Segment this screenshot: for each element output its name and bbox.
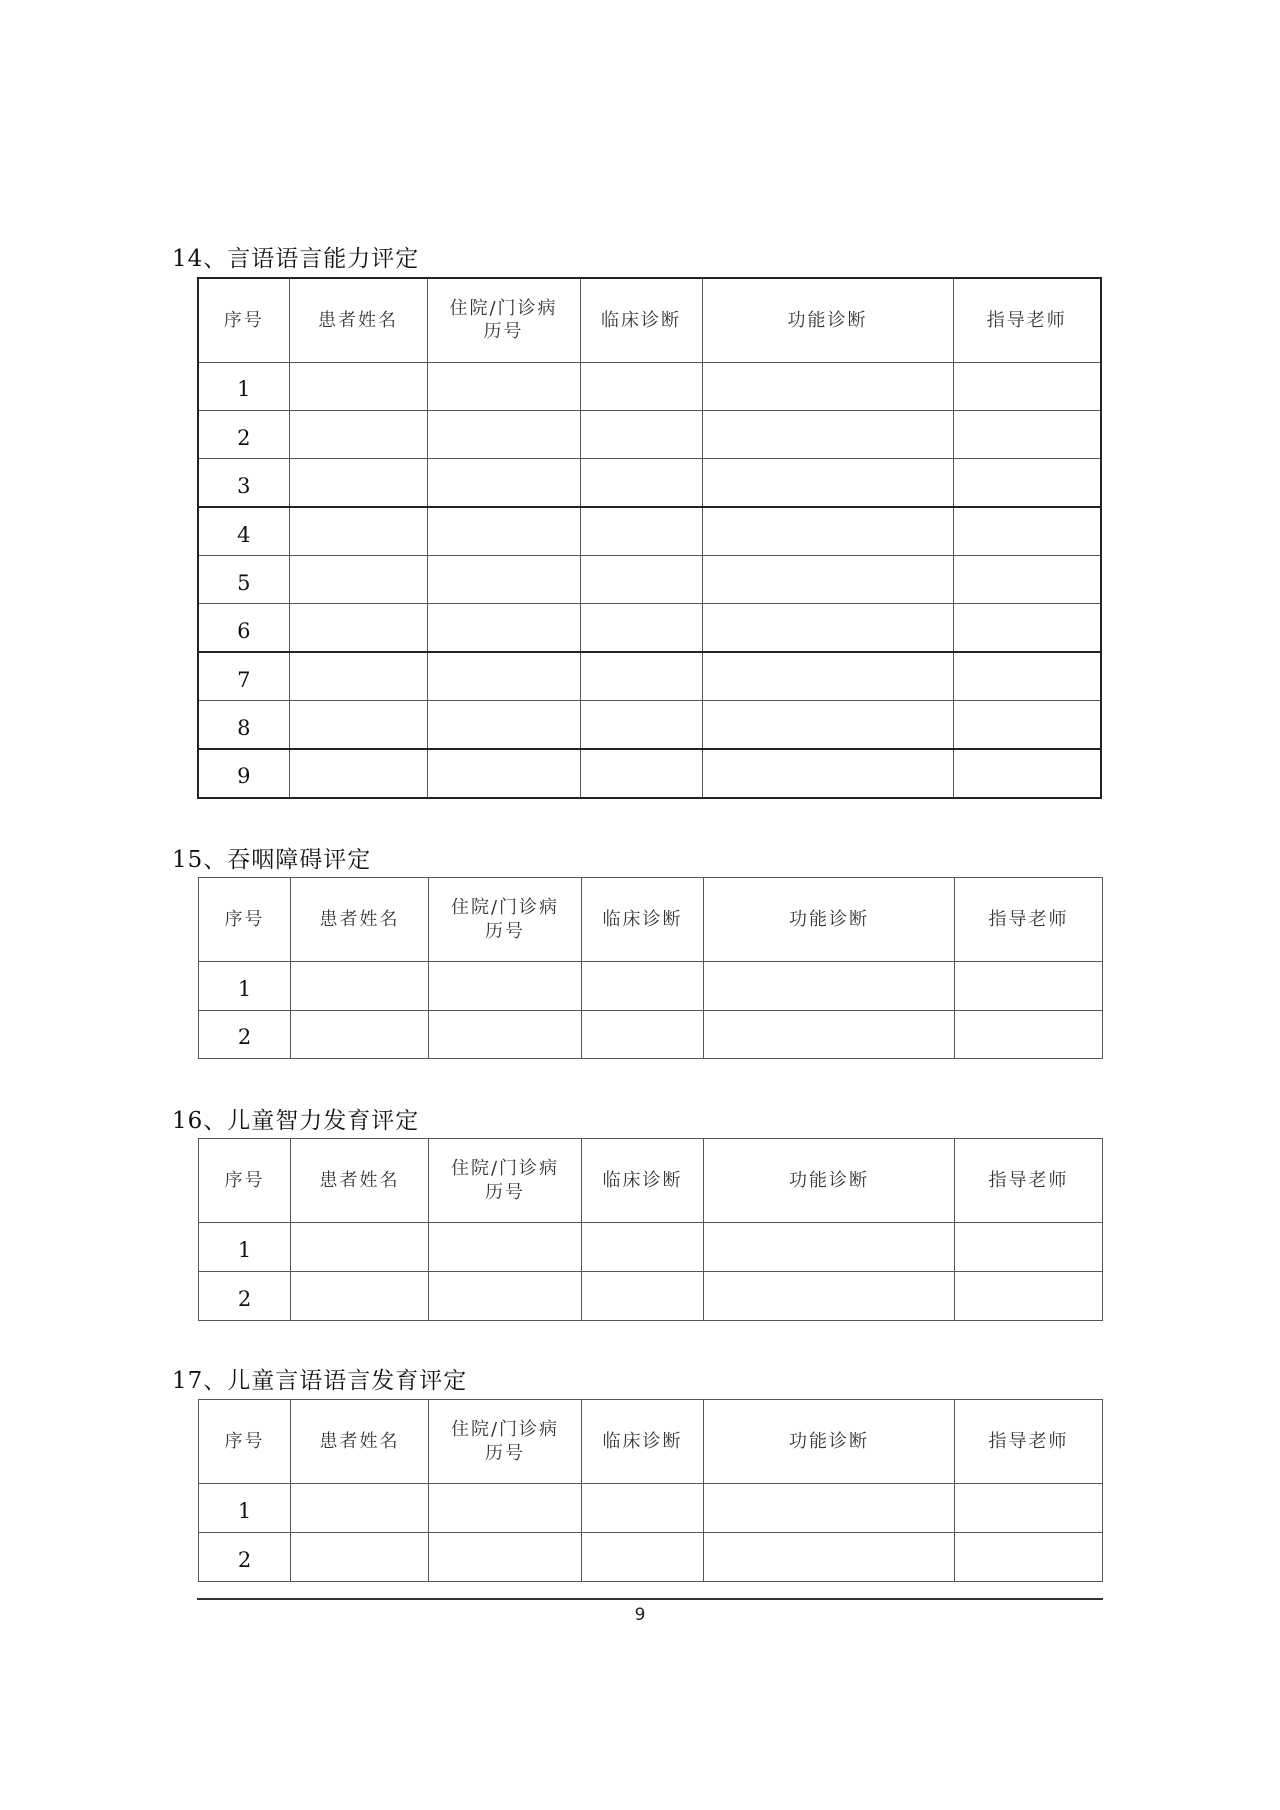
cell-serial-number: 4 bbox=[198, 507, 289, 555]
header-clinical-diagnosis: 临床诊断 bbox=[580, 278, 702, 362]
cell-clinical-diagnosis[interactable] bbox=[580, 459, 702, 507]
cell-supervising-teacher[interactable] bbox=[955, 1223, 1103, 1272]
cell-functional-diagnosis[interactable] bbox=[704, 962, 955, 1011]
cell-patient-name[interactable] bbox=[289, 749, 427, 797]
cell-clinical-diagnosis[interactable] bbox=[580, 749, 702, 797]
cell-serial-number: 2 bbox=[198, 410, 289, 458]
cell-record-number[interactable] bbox=[427, 652, 580, 700]
table-row bbox=[198, 362, 1101, 410]
cell-functional-diagnosis[interactable] bbox=[702, 749, 953, 797]
cell-functional-diagnosis[interactable] bbox=[702, 362, 953, 410]
table-row bbox=[198, 749, 1101, 797]
cell-functional-diagnosis[interactable] bbox=[702, 652, 953, 700]
section-title: 14、言语语言能力评定 bbox=[172, 246, 420, 272]
cell-record-number[interactable] bbox=[427, 604, 580, 652]
header-serial-number: 序号 bbox=[199, 1139, 291, 1223]
table-row bbox=[199, 1010, 1103, 1059]
cell-record-number[interactable] bbox=[427, 507, 580, 555]
cell-supervising-teacher[interactable] bbox=[953, 652, 1101, 700]
cell-supervising-teacher[interactable] bbox=[953, 507, 1101, 555]
header-supervising-teacher: 指导老师 bbox=[955, 1139, 1103, 1223]
table-header-row bbox=[198, 278, 1101, 362]
header-functional-diagnosis: 功能诊断 bbox=[704, 1400, 955, 1484]
cell-functional-diagnosis[interactable] bbox=[704, 1223, 955, 1272]
cell-patient-name[interactable] bbox=[289, 701, 427, 749]
cell-patient-name[interactable] bbox=[291, 1010, 429, 1059]
cell-serial-number: 3 bbox=[198, 459, 289, 507]
cell-functional-diagnosis[interactable] bbox=[704, 1484, 955, 1533]
cell-supervising-teacher[interactable] bbox=[953, 459, 1101, 507]
cell-clinical-diagnosis[interactable] bbox=[580, 604, 702, 652]
cell-patient-name[interactable] bbox=[289, 556, 427, 604]
cell-functional-diagnosis[interactable] bbox=[702, 459, 953, 507]
cell-patient-name[interactable] bbox=[291, 1223, 429, 1272]
table-row bbox=[199, 1223, 1103, 1272]
table-row bbox=[198, 652, 1101, 700]
cell-clinical-diagnosis[interactable] bbox=[582, 1484, 704, 1533]
cell-serial-number: 1 bbox=[199, 1484, 291, 1533]
cell-patient-name[interactable] bbox=[291, 962, 429, 1011]
section-title: 17、儿童言语语言发育评定 bbox=[172, 1368, 468, 1394]
cell-functional-diagnosis[interactable] bbox=[704, 1010, 955, 1059]
cell-supervising-teacher[interactable] bbox=[955, 1272, 1103, 1321]
cell-record-number[interactable] bbox=[429, 1223, 582, 1272]
cell-supervising-teacher[interactable] bbox=[955, 1533, 1103, 1582]
record-table bbox=[198, 1399, 1103, 1582]
cell-supervising-teacher[interactable] bbox=[953, 749, 1101, 797]
cell-supervising-teacher[interactable] bbox=[953, 556, 1101, 604]
cell-record-number[interactable] bbox=[427, 362, 580, 410]
cell-clinical-diagnosis[interactable] bbox=[580, 410, 702, 458]
header-patient-name: 患者姓名 bbox=[289, 278, 427, 362]
table-row bbox=[199, 1533, 1103, 1582]
header-record-number: 住院/门诊病 历号 bbox=[429, 1139, 582, 1223]
cell-functional-diagnosis[interactable] bbox=[704, 1272, 955, 1321]
cell-supervising-teacher[interactable] bbox=[953, 604, 1101, 652]
cell-supervising-teacher[interactable] bbox=[953, 362, 1101, 410]
cell-record-number[interactable] bbox=[427, 556, 580, 604]
cell-serial-number: 8 bbox=[198, 701, 289, 749]
header-serial-number: 序号 bbox=[198, 278, 289, 362]
cell-patient-name[interactable] bbox=[289, 507, 427, 555]
cell-clinical-diagnosis[interactable] bbox=[582, 962, 704, 1011]
table-row bbox=[198, 701, 1101, 749]
cell-serial-number: 1 bbox=[199, 1223, 291, 1272]
table-row bbox=[198, 556, 1101, 604]
header-supervising-teacher: 指导老师 bbox=[955, 1400, 1103, 1484]
cell-serial-number: 2 bbox=[199, 1010, 291, 1059]
cell-clinical-diagnosis[interactable] bbox=[580, 652, 702, 700]
cell-record-number[interactable] bbox=[427, 749, 580, 797]
cell-serial-number: 9 bbox=[198, 749, 289, 797]
table-row bbox=[198, 459, 1101, 507]
table-row bbox=[199, 962, 1103, 1011]
cell-record-number[interactable] bbox=[427, 410, 580, 458]
header-serial-number: 序号 bbox=[199, 1400, 291, 1484]
record-table bbox=[197, 277, 1102, 799]
table-header-row bbox=[199, 1400, 1103, 1484]
cell-clinical-diagnosis[interactable] bbox=[580, 556, 702, 604]
header-functional-diagnosis: 功能诊断 bbox=[704, 878, 955, 962]
cell-record-number[interactable] bbox=[427, 459, 580, 507]
cell-patient-name[interactable] bbox=[289, 410, 427, 458]
cell-supervising-teacher[interactable] bbox=[953, 701, 1101, 749]
header-supervising-teacher: 指导老师 bbox=[953, 278, 1101, 362]
table-header-row bbox=[199, 1139, 1103, 1223]
header-functional-diagnosis: 功能诊断 bbox=[704, 1139, 955, 1223]
cell-patient-name[interactable] bbox=[291, 1533, 429, 1582]
footer-divider bbox=[197, 1598, 1103, 1600]
cell-supervising-teacher[interactable] bbox=[953, 410, 1101, 458]
cell-patient-name[interactable] bbox=[289, 604, 427, 652]
cell-patient-name[interactable] bbox=[291, 1272, 429, 1321]
header-supervising-teacher: 指导老师 bbox=[955, 878, 1103, 962]
header-functional-diagnosis: 功能诊断 bbox=[702, 278, 953, 362]
section-title: 16、儿童智力发育评定 bbox=[172, 1108, 420, 1134]
cell-patient-name[interactable] bbox=[289, 362, 427, 410]
header-patient-name: 患者姓名 bbox=[291, 1139, 429, 1223]
cell-record-number[interactable] bbox=[429, 1010, 582, 1059]
cell-clinical-diagnosis[interactable] bbox=[582, 1010, 704, 1059]
table-header-row bbox=[199, 878, 1103, 962]
table-row bbox=[198, 604, 1101, 652]
cell-serial-number: 2 bbox=[199, 1533, 291, 1582]
cell-record-number[interactable] bbox=[429, 1533, 582, 1582]
cell-clinical-diagnosis[interactable] bbox=[580, 507, 702, 555]
cell-serial-number: 5 bbox=[198, 556, 289, 604]
cell-functional-diagnosis[interactable] bbox=[702, 507, 953, 555]
cell-clinical-diagnosis[interactable] bbox=[582, 1272, 704, 1321]
header-clinical-diagnosis: 临床诊断 bbox=[582, 1400, 704, 1484]
page-number: 9 bbox=[634, 1605, 646, 1625]
cell-patient-name[interactable] bbox=[289, 459, 427, 507]
cell-functional-diagnosis[interactable] bbox=[704, 1533, 955, 1582]
record-table bbox=[198, 1138, 1103, 1321]
header-record-number: 住院/门诊病 历号 bbox=[429, 1400, 582, 1484]
cell-patient-name[interactable] bbox=[289, 652, 427, 700]
cell-clinical-diagnosis[interactable] bbox=[582, 1223, 704, 1272]
table-row bbox=[198, 507, 1101, 555]
cell-patient-name[interactable] bbox=[291, 1484, 429, 1533]
cell-functional-diagnosis[interactable] bbox=[702, 604, 953, 652]
header-record-number: 住院/门诊病 历号 bbox=[429, 878, 582, 962]
cell-serial-number: 2 bbox=[199, 1272, 291, 1321]
cell-serial-number: 7 bbox=[198, 652, 289, 700]
header-clinical-diagnosis: 临床诊断 bbox=[582, 878, 704, 962]
cell-functional-diagnosis[interactable] bbox=[702, 410, 953, 458]
cell-record-number[interactable] bbox=[429, 1484, 582, 1533]
header-record-number: 住院/门诊病 历号 bbox=[427, 278, 580, 362]
cell-clinical-diagnosis[interactable] bbox=[580, 362, 702, 410]
cell-clinical-diagnosis[interactable] bbox=[580, 701, 702, 749]
header-patient-name: 患者姓名 bbox=[291, 878, 429, 962]
table-row bbox=[198, 410, 1101, 458]
cell-functional-diagnosis[interactable] bbox=[702, 701, 953, 749]
cell-record-number[interactable] bbox=[427, 701, 580, 749]
section-title: 15、吞咽障碍评定 bbox=[172, 847, 372, 873]
table-row bbox=[199, 1272, 1103, 1321]
cell-serial-number: 1 bbox=[198, 362, 289, 410]
header-patient-name: 患者姓名 bbox=[291, 1400, 429, 1484]
header-clinical-diagnosis: 临床诊断 bbox=[582, 1139, 704, 1223]
cell-record-number[interactable] bbox=[429, 962, 582, 1011]
header-serial-number: 序号 bbox=[199, 878, 291, 962]
cell-supervising-teacher[interactable] bbox=[955, 1484, 1103, 1533]
record-table bbox=[198, 877, 1103, 1059]
cell-functional-diagnosis[interactable] bbox=[702, 556, 953, 604]
cell-supervising-teacher[interactable] bbox=[955, 1010, 1103, 1059]
cell-serial-number: 6 bbox=[198, 604, 289, 652]
cell-supervising-teacher[interactable] bbox=[955, 962, 1103, 1011]
cell-serial-number: 1 bbox=[199, 962, 291, 1011]
cell-clinical-diagnosis[interactable] bbox=[582, 1533, 704, 1582]
table-row bbox=[199, 1484, 1103, 1533]
cell-record-number[interactable] bbox=[429, 1272, 582, 1321]
